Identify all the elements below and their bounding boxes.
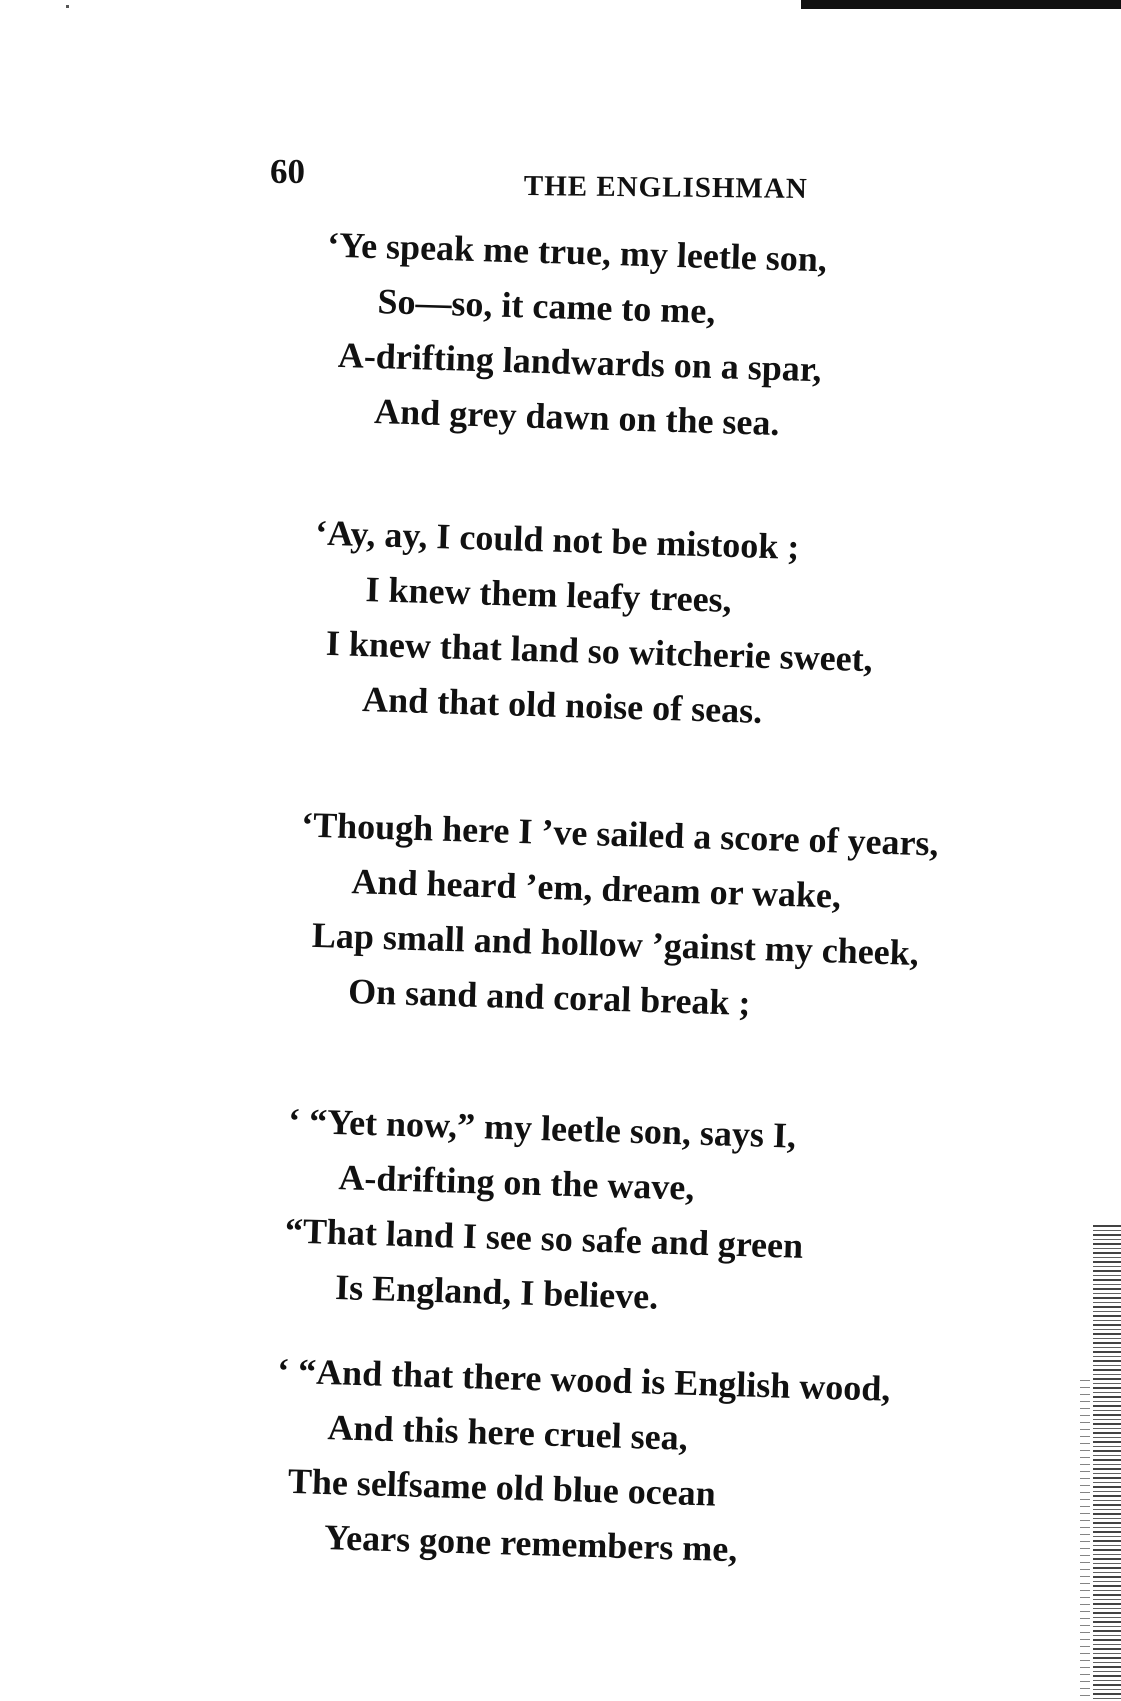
stanza bbox=[314, 506, 876, 742]
poem-line: And this here cruel sea, bbox=[326, 1407, 689, 1458]
poem-line: And that old noise of seas. bbox=[361, 679, 763, 731]
poem-line: “That land I see so safe and green bbox=[284, 1210, 804, 1266]
poem-line: So—so, it came to me, bbox=[376, 281, 716, 332]
poem-line: Years gone remembers me, bbox=[323, 1517, 738, 1570]
poem-line: And heard ’em, dream or wake, bbox=[350, 861, 842, 916]
poem-line: Is England, I believe. bbox=[334, 1267, 659, 1317]
poem-line: Lap small and hollow ’gainst my cheek, bbox=[311, 914, 920, 973]
poem-line: A-drifting on the wave, bbox=[337, 1157, 695, 1208]
stanza bbox=[276, 1344, 891, 1582]
poem-line: On sand and coral break ; bbox=[347, 971, 752, 1023]
poem-line: ‘Ay, ay, I could not be mistook ; bbox=[314, 512, 800, 567]
poem-line: I knew that land so witcherie sweet, bbox=[325, 622, 874, 680]
stanza bbox=[326, 218, 828, 452]
running-head-title: THE ENGLISHMAN bbox=[523, 170, 808, 205]
stanza bbox=[300, 798, 940, 1036]
poem-line: The selfsame old blue ocean bbox=[287, 1460, 717, 1514]
poem-line: And grey dawn on the sea. bbox=[373, 391, 781, 444]
page-number: 60 bbox=[270, 152, 305, 191]
top-edge-rule bbox=[801, 0, 1121, 9]
poem-line: A-drifting landwards on a spar, bbox=[337, 334, 823, 390]
scan-speck bbox=[66, 5, 69, 8]
poem-line: I knew them leafy trees, bbox=[364, 569, 733, 620]
poem-line: ‘Ye speak me true, my leetle son, bbox=[326, 224, 828, 280]
poem-line: ‘ “Yet now,” my leetle son, says I, bbox=[287, 1100, 797, 1156]
page-binding-shadow bbox=[1080, 1380, 1090, 1701]
poem-line: ‘ “And that there wood is English wood, bbox=[276, 1350, 891, 1409]
poem-line: ‘Though here I ’ve sailed a score of years, bbox=[300, 804, 940, 864]
stanza bbox=[284, 1094, 807, 1329]
page-binding-edge bbox=[1093, 1225, 1121, 1701]
